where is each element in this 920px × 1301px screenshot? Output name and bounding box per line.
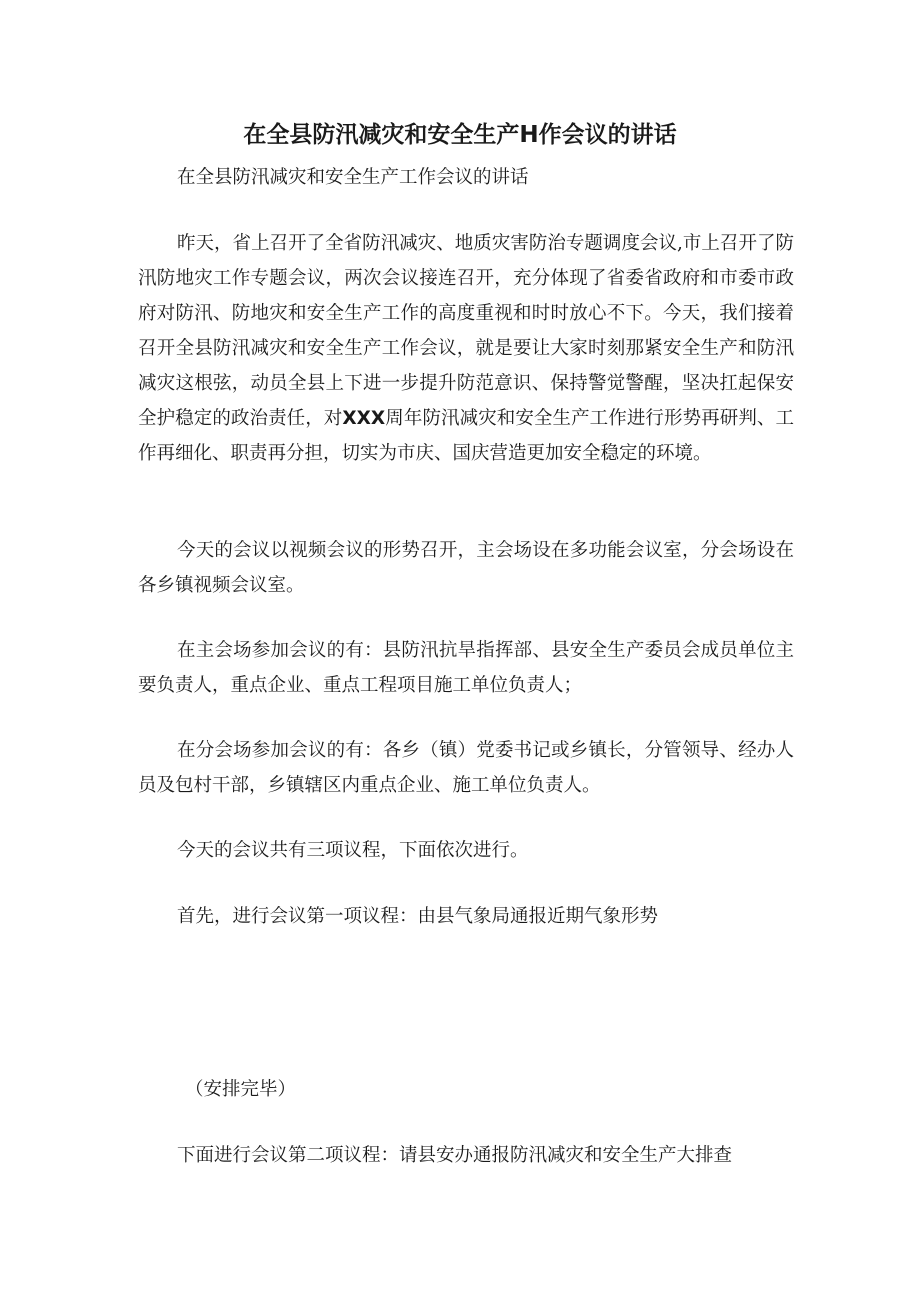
paragraph-opening-part2: 周年防汛减灾和安全生产工作进行形势再研判、工作再细化、职责再分担，切实为市庆、国庆营造更加安全稳定的环境。 xyxy=(138,408,794,464)
paragraph-agenda-intro: 今天的会议共有三项议程，下面依次进行。 xyxy=(177,840,529,861)
paragraph-meeting-format: 今天的会议以视频会议的形势召开，主会场设在多功能会议室，分会场设在各乡镇视频会议室。 xyxy=(138,540,794,596)
paragraph-opening xyxy=(138,226,794,471)
paragraph-main-venue: 在主会场参加会议的有：县防汛抗旱指挥部、县安全生产委员会成员单位主要负责人，重点企业、重点工程项目施工单位负责人； xyxy=(138,640,794,696)
document-subtitle: 在全县防汛减灾和安全生产工作会议的讲话 xyxy=(177,167,529,188)
paragraph-agenda-item-1: 首先，进行会议第一项议程：由县气象局通报近期气象形势 xyxy=(177,906,659,927)
paragraph-arrangement-done: （安排完毕） xyxy=(185,1079,297,1100)
paragraph-branch-venue: 在分会场参加会议的有：各乡（镇）党委书记或乡镇长，分管领导、经办人员及包村干部，乡镇辖区内重点企业、施工单位负责人。 xyxy=(138,740,794,796)
paragraph-agenda-item-2: 下面进行会议第二项议程：请县安办通报防汛减灾和安全生产大排查 xyxy=(177,1145,733,1166)
anniversary-placeholder: XXX xyxy=(342,408,386,429)
paragraph-opening-part1: 昨天，省上召开了全省防汛减灾、地质灾害防治专题调度会议,市上召开了防汛防地灾工作专题会议，两次会议接连召开，充分体现了省委省政府和市委市政府对防汛、防地灾和安全生产工作的高度重视和时时放心不下。今天，我们接着召开全县防汛减灾和安全生产工作会议，就是要让大家时刻那紧安全生产和防汛减灾这根弦，动员全县上下进一步提升防范意识、保持警觉警醒，坚决扛起保安全护稳定的政治责任，对 xyxy=(138,233,794,429)
document-title: 在全县防汛减灾和安全生产H作会议的讲话 xyxy=(243,122,677,148)
